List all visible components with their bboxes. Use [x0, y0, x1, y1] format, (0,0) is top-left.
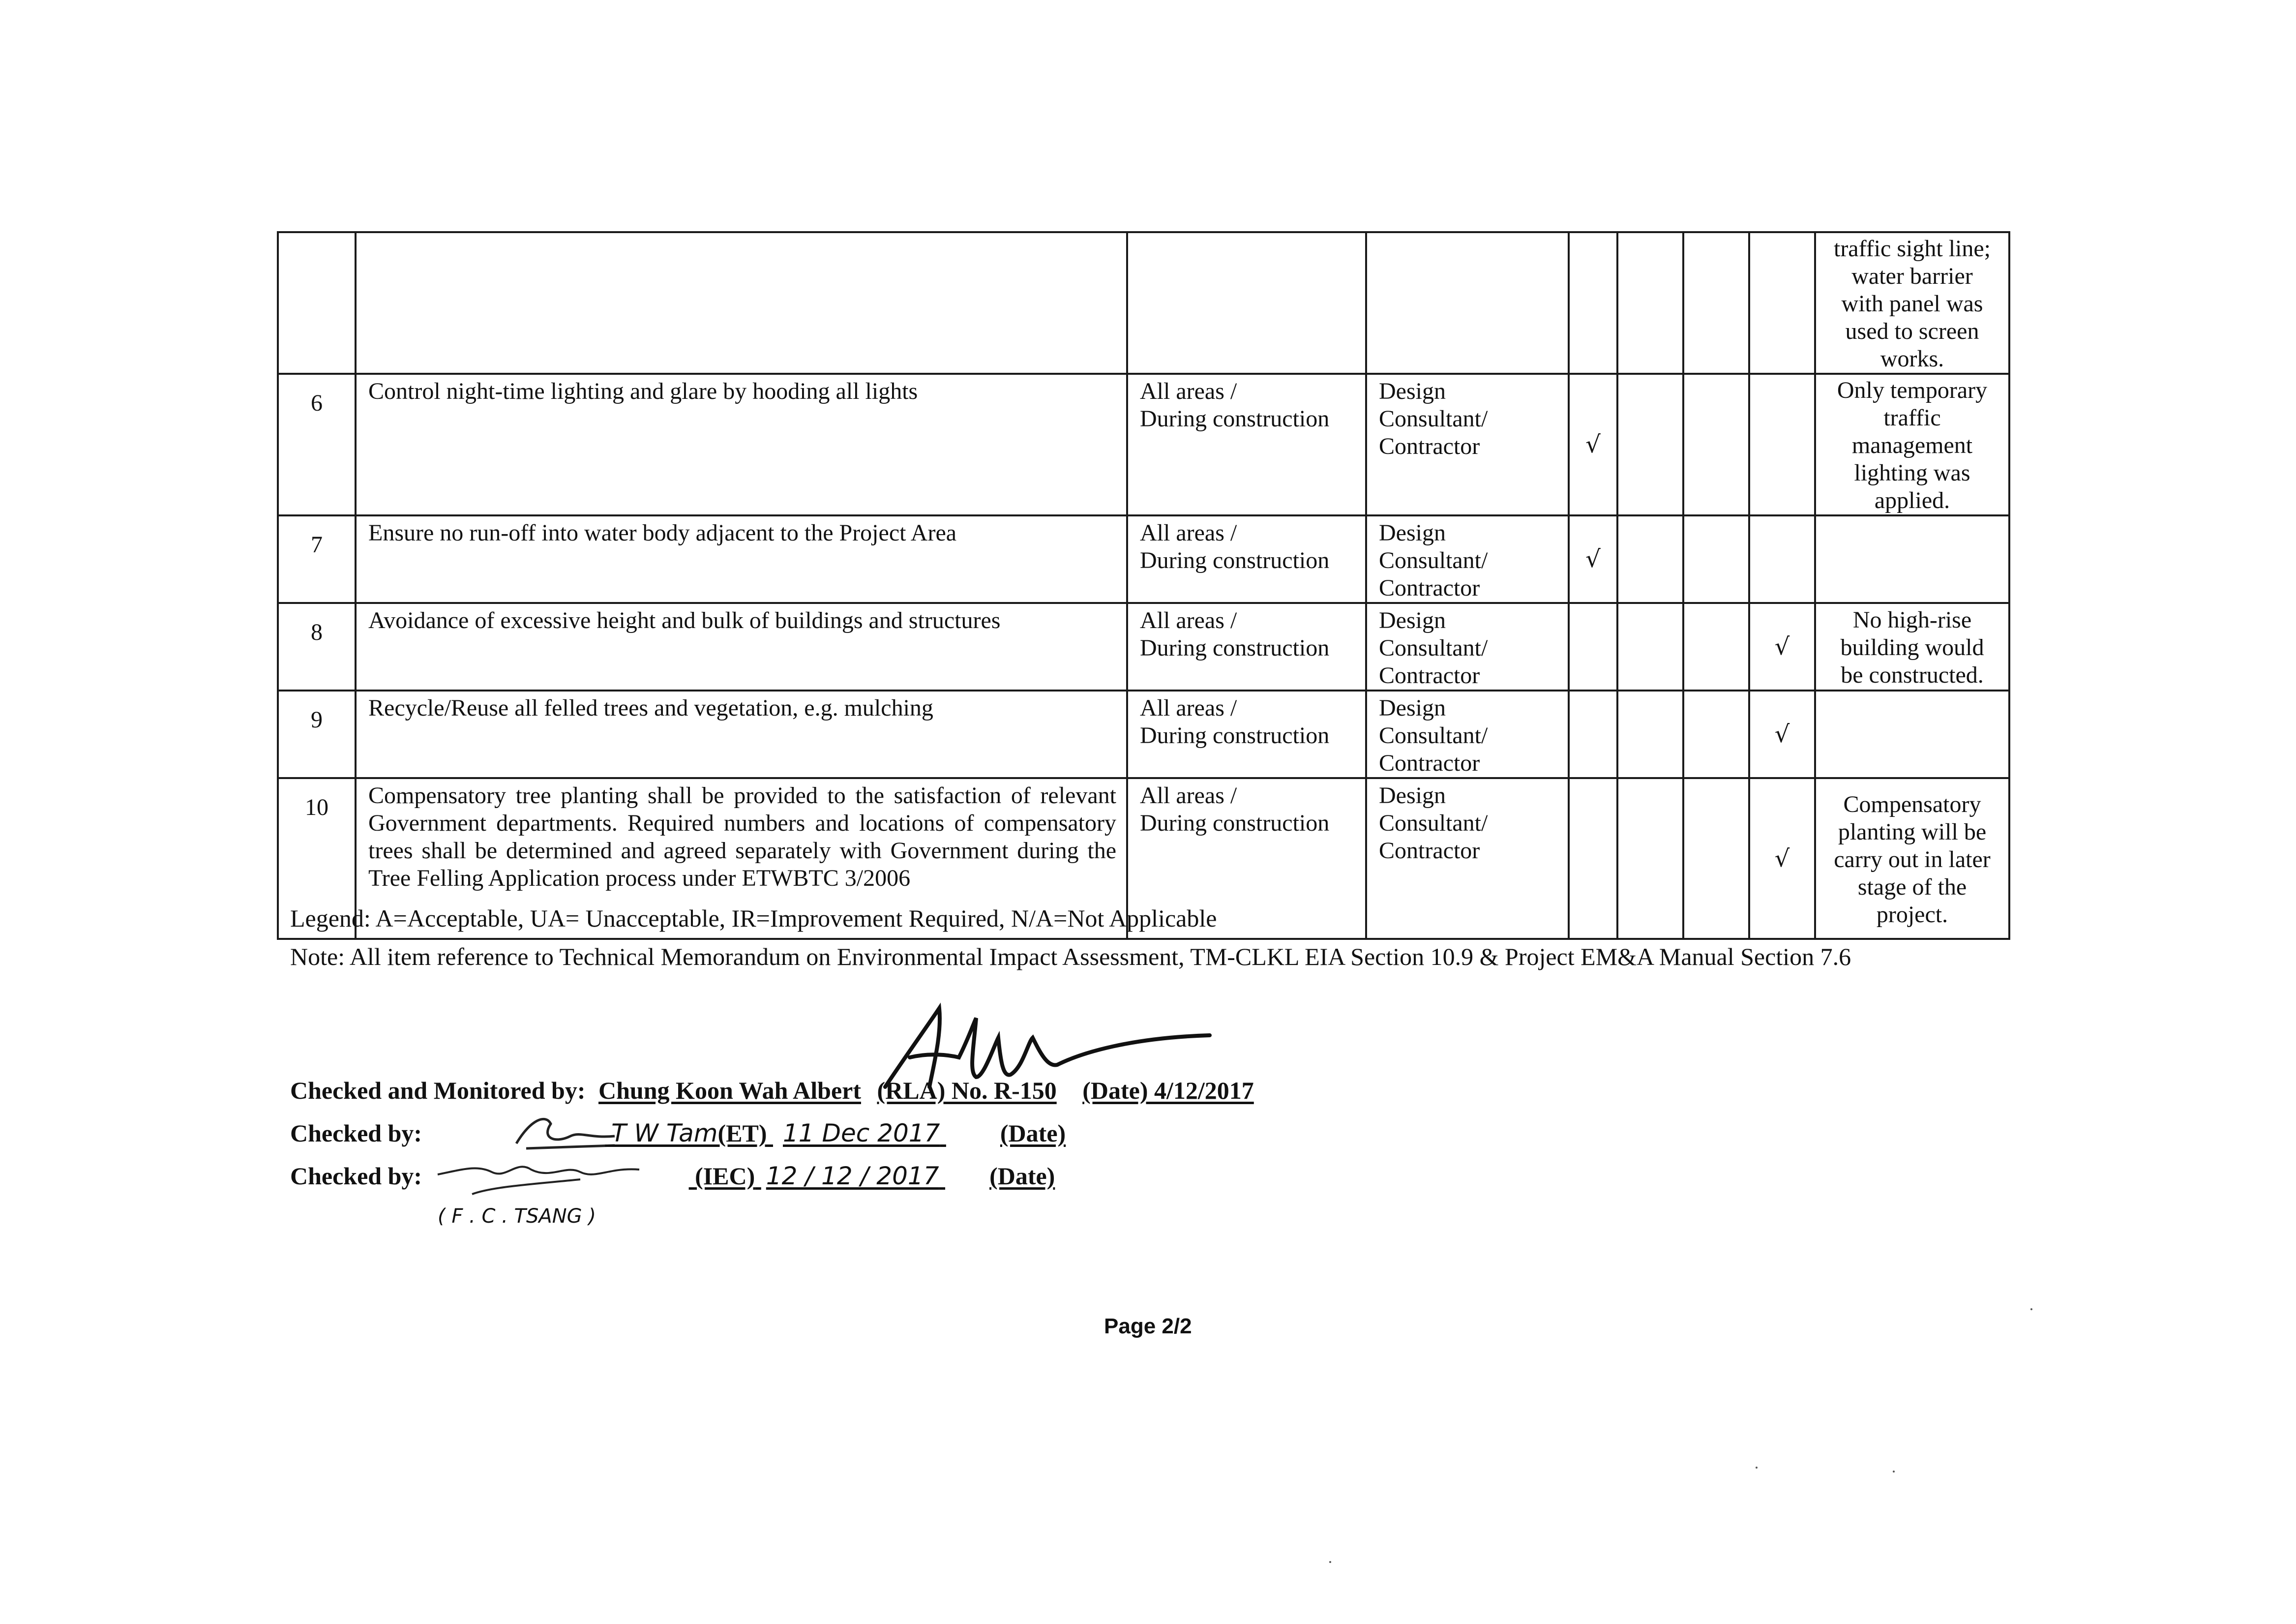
item-number-cell: 7: [278, 515, 356, 603]
remark-line: Compensatory: [1843, 791, 1981, 817]
remark-line: traffic: [1883, 405, 1941, 431]
et-checked-label: Checked by:: [290, 1119, 422, 1147]
scan-speck: [2030, 1308, 2032, 1310]
remark-line: works.: [1880, 346, 1944, 372]
item-number-cell: 10: [278, 778, 356, 939]
status-check-cell: [1617, 603, 1683, 691]
status-check-cell: [1683, 778, 1749, 939]
remark-line: lighting was: [1854, 460, 1970, 486]
location-line: During construction: [1140, 810, 1330, 836]
remark-cell: [1815, 778, 2009, 939]
responsibility-cell: [1366, 374, 1569, 515]
location-timing-cell: [1127, 603, 1366, 691]
status-check-cell: [1569, 603, 1617, 691]
remark-line: Only temporary: [1837, 377, 1988, 403]
rla-number: (RLA) No. R-150: [877, 1077, 1057, 1104]
remark-line: used to screen: [1845, 318, 1979, 344]
checked-monitored-label: Checked and Monitored by:: [290, 1077, 586, 1104]
remark-line: carry out in later: [1834, 846, 1991, 872]
scan-speck: [1756, 1467, 1758, 1469]
responsibility-cell: [1366, 778, 1569, 939]
status-check-cell: [1617, 232, 1683, 374]
status-check-cell: [1617, 778, 1683, 939]
table-row: [278, 603, 2009, 691]
responsibility-line: Consultant/: [1379, 635, 1488, 661]
iec-date-label: (Date): [989, 1162, 1055, 1190]
et-handwritten-date: 11 Dec 2017: [782, 1119, 940, 1147]
et-checked-line: [290, 1119, 1066, 1147]
note: Note: All item reference to Technical Memorandum on Environmental Impact Assessment, TM-CLKL EIA Section 10.9 & Project EM&A Manual Section 7.6: [290, 943, 1851, 970]
location-line: During construction: [1140, 547, 1330, 573]
item-number-cell: 8: [278, 603, 356, 691]
remark-line: water barrier: [1851, 263, 1973, 289]
location-line: During construction: [1140, 635, 1330, 661]
rla-name: Chung Koon Wah Albert: [598, 1077, 861, 1104]
item-number-cell: [278, 232, 356, 374]
remark-cell: [1815, 515, 2009, 603]
remark-line: management: [1851, 432, 1973, 458]
mitigation-measure-cell: Control night-time lighting and glare by hooding all lights: [356, 374, 1127, 515]
location-line: All areas /: [1140, 782, 1237, 809]
compliance-table: [277, 231, 2010, 940]
remark-cell: [1815, 603, 2009, 691]
location-timing-cell: [1127, 515, 1366, 603]
status-check-cell: [1683, 515, 1749, 603]
mitigation-measure-cell: Ensure no run-off into water body adjacent to the Project Area: [356, 515, 1127, 603]
responsibility-cell: [1366, 232, 1569, 374]
remark-line: stage of the: [1857, 873, 1967, 900]
iec-checked-label: Checked by:: [290, 1162, 422, 1190]
status-check-cell: √: [1569, 515, 1617, 603]
et-label: (ET): [717, 1119, 767, 1147]
table-row: [278, 232, 2009, 374]
checked-monitored-line: [290, 1076, 1254, 1105]
responsibility-cell: [1366, 603, 1569, 691]
status-check-cell: [1683, 374, 1749, 515]
status-check-cell: √: [1749, 691, 1815, 778]
remark-line: planting will be: [1838, 818, 1987, 845]
remark-line: applied.: [1874, 487, 1950, 513]
remark-line: be constructed.: [1841, 662, 1984, 688]
status-check-cell: [1749, 374, 1815, 515]
location-timing-cell: [1127, 374, 1366, 515]
remark-line: traffic sight line;: [1833, 236, 1991, 262]
status-check-cell: √: [1569, 374, 1617, 515]
mitigation-measure-cell: Recycle/Reuse all felled trees and vegetation, e.g. mulching: [356, 691, 1127, 778]
remark-cell: [1815, 691, 2009, 778]
responsibility-line: Consultant/: [1379, 406, 1488, 432]
iec-signature-field: [433, 1162, 1055, 1190]
status-check-cell: [1683, 691, 1749, 778]
iec-label: (IEC): [695, 1162, 755, 1190]
status-check-cell: [1569, 232, 1617, 374]
responsibility-line: Contractor: [1379, 838, 1480, 864]
status-check-cell: [1683, 232, 1749, 374]
remark-line: No high-rise: [1852, 607, 1972, 633]
responsibility-line: Design: [1379, 378, 1446, 404]
et-signature-field: [443, 1119, 1066, 1147]
responsibility-line: Design: [1379, 607, 1446, 633]
mitigation-measure-cell: Avoidance of excessive height and bulk of buildings and structures: [356, 603, 1127, 691]
location-line: During construction: [1140, 722, 1330, 749]
location-timing-cell: [1127, 232, 1366, 374]
location-line: All areas /: [1140, 607, 1237, 633]
location-line: All areas /: [1140, 378, 1237, 404]
responsibility-line: Contractor: [1379, 662, 1480, 689]
status-check-cell: [1569, 778, 1617, 939]
mitigation-measure-cell: [356, 232, 1127, 374]
page-number: Page 2/2: [1104, 1314, 1192, 1338]
iec-printed-name: ( F . C . TSANG ): [438, 1205, 596, 1228]
mitigation-measure-cell: Compensatory tree planting shall be provided to the satisfaction of relevant Government departments. Required numbers and locations of compensatory trees shall be determined and agreed separately with Government during the Tree Felling Application process under ETWBTC 3/2006: [356, 778, 1127, 939]
item-number-cell: 9: [278, 691, 356, 778]
item-number-cell: 6: [278, 374, 356, 515]
responsibility-line: Design: [1379, 520, 1446, 546]
rla-date: (Date) 4/12/2017: [1082, 1077, 1254, 1104]
responsibility-line: Consultant/: [1379, 810, 1488, 836]
et-date-label: (Date): [1000, 1119, 1066, 1147]
status-check-cell: √: [1749, 778, 1815, 939]
et-handwritten-name: T W Tam: [611, 1119, 718, 1147]
location-timing-cell: [1127, 691, 1366, 778]
remark-cell: [1815, 374, 2009, 515]
status-check-cell: √: [1749, 603, 1815, 691]
location-line: All areas /: [1140, 695, 1237, 721]
responsibility-line: Consultant/: [1379, 547, 1488, 573]
table-row: [278, 374, 2009, 515]
remark-line: project.: [1876, 901, 1948, 928]
location-line: During construction: [1140, 406, 1330, 432]
table-row: [278, 515, 2009, 603]
remark-line: with panel was: [1841, 291, 1983, 317]
table-row: [278, 691, 2009, 778]
status-check-cell: [1617, 691, 1683, 778]
status-check-cell: [1749, 515, 1815, 603]
status-check-cell: [1617, 515, 1683, 603]
responsibility-line: Design: [1379, 695, 1446, 721]
responsibility-cell: [1366, 691, 1569, 778]
status-check-cell: [1617, 374, 1683, 515]
scan-speck: [1893, 1471, 1895, 1473]
status-check-cell: [1749, 232, 1815, 374]
legend: Legend: A=Acceptable, UA= Unacceptable, IR=Improvement Required, N/A=Not Applicable: [290, 904, 1217, 932]
responsibility-cell: [1366, 515, 1569, 603]
iec-handwritten-date: 12 / 12 / 2017: [766, 1162, 939, 1190]
responsibility-line: Contractor: [1379, 433, 1480, 459]
responsibility-line: Contractor: [1379, 750, 1480, 776]
remark-line: building would: [1840, 634, 1984, 661]
status-check-cell: [1683, 603, 1749, 691]
responsibility-line: Design: [1379, 782, 1446, 809]
scan-speck: [1329, 1561, 1331, 1563]
location-line: All areas /: [1140, 520, 1237, 546]
responsibility-line: Contractor: [1379, 575, 1480, 601]
iec-checked-line: [290, 1162, 1055, 1190]
responsibility-line: Consultant/: [1379, 722, 1488, 749]
remark-cell: [1815, 232, 2009, 374]
status-check-cell: [1569, 691, 1617, 778]
